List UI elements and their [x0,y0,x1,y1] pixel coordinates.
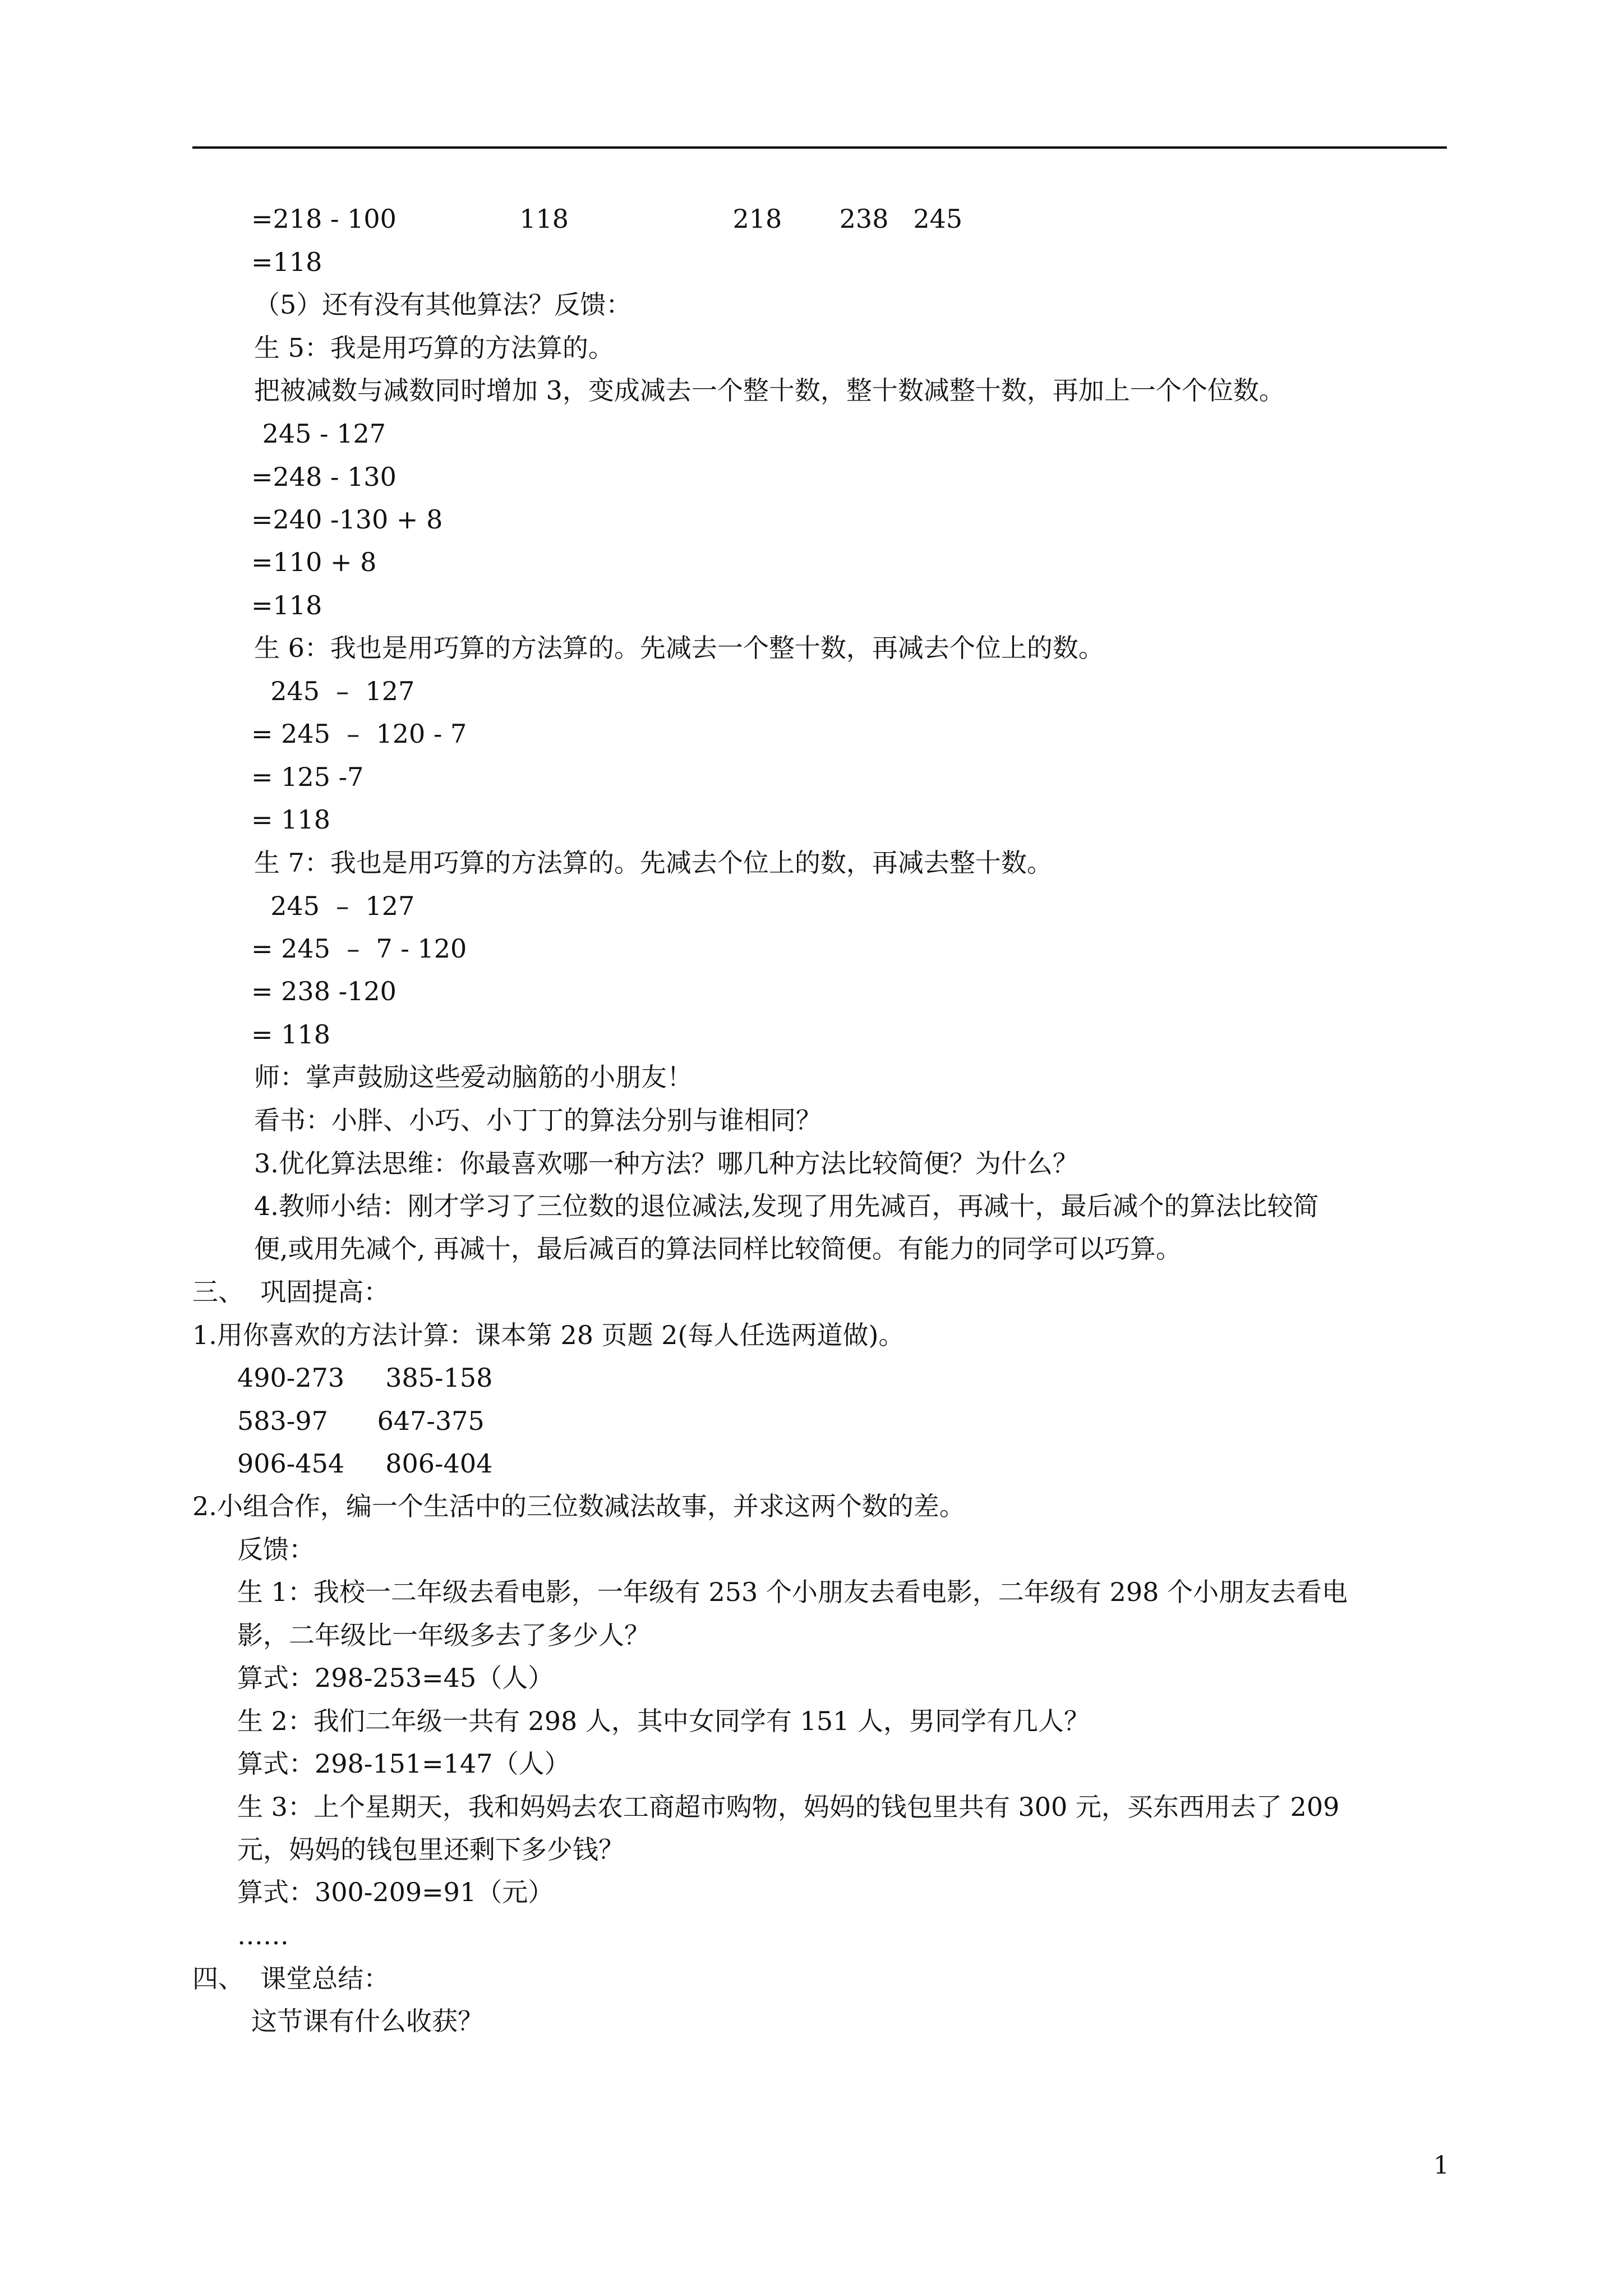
section-heading: 三、 巩固提高： [192,1277,390,1307]
text-line: =240 -130 + 8 [251,504,443,535]
text-line: …… [237,1920,289,1950]
text-line: （5）还有没有其他算法？反馈： [254,289,632,320]
section-heading: 四、 课堂总结： [192,1963,390,1994]
text-line: =248 - 130 [251,462,396,492]
text-line: 便,或用先减个, 再减十，最后减百的算法同样比较简便。有能力的同学可以巧算。 [254,1234,1182,1264]
text-line: 影，二年级比一年级多去了多少人？ [237,1620,650,1650]
text-line: 583-97 647-375 [237,1406,485,1436]
text-line: = 125 -7 [251,762,364,792]
text-line: 元，妈妈的钱包里还剩下多少钱？ [237,1834,624,1865]
text-line: 反馈： [237,1534,315,1565]
text-line: 245 – 127 [254,891,415,921]
text-line: = 245 – 7 - 120 [251,933,467,964]
text-line: =110 + 8 [251,547,377,577]
text-line: 算式：298-253=45（人） [237,1663,554,1693]
text-line: = 245 – 120 - 7 [251,719,467,749]
text-line: =118 [251,590,322,620]
text-line: 看书：小胖、小巧、小丁丁的算法分别与谁相同？ [254,1105,822,1135]
text-line: 4.教师小结：刚才学习了三位数的退位减法,发现了用先减百，再减十，最后减个的算法比较简 [254,1191,1319,1221]
text-line: 生 7：我也是用巧算的方法算的。先减去个位上的数，再减去整十数。 [254,848,1053,878]
text-line: = 118 [251,1019,330,1050]
text-line: 245 – 127 [254,676,415,706]
text-line: = 238 -120 [251,976,396,1006]
text-line: 906-454 806-404 [237,1448,493,1479]
text-line: =118 [251,247,322,277]
page-number: 1 [1433,2151,1449,2180]
text-line: 3.优化算法思维：你最喜欢哪一种方法？哪几种方法比较简便？为什么？ [254,1148,1078,1179]
text-line: 490-273 385-158 [237,1363,493,1393]
text-line: 生 6：我也是用巧算的方法算的。先减去一个整十数，再减去个位上的数。 [254,633,1104,663]
text-line: 这节课有什么收获？ [251,2006,483,2036]
text-line: 2.小组合作，编一个生活中的三位数减法故事，并求这两个数的差。 [192,1491,965,1521]
text-line: 生 5：我是用巧算的方法算的。 [254,333,614,363]
text-line: 生 3：上个星期天，我和妈妈去农工商超市购物，妈妈的钱包里共有 300 元，买东西用去了 209 [237,1792,1340,1822]
text-line: 245 - 127 [254,418,386,449]
text-line: 算式：300-209=91（元） [237,1877,554,1907]
text-line: 师：掌声鼓励这些爱动脑筋的小朋友！ [254,1062,693,1092]
text-line: 生 2：我们二年级一共有 298 人，其中女同学有 151 人，男同学有几人？ [237,1706,1090,1736]
text-line: 算式：298-151=147（人） [237,1749,570,1779]
text-line: 1.用你喜欢的方法计算：课本第 28 页题 2(每人任选两道做)。 [192,1320,905,1350]
text-line: 把被减数与减数同时增加 3，变成减去一个整十数，整十数减整十数，再加上一个个位数。 [254,375,1285,406]
text-line: = 118 [251,804,330,835]
text-line: =218 - 100 118 218 238 245 [251,204,963,234]
text-line: 生 1：我校一二年级去看电影，一年级有 253 个小朋友去看电影，二年级有 298 个小朋友去看电 [237,1577,1348,1607]
header-rule [192,146,1447,149]
